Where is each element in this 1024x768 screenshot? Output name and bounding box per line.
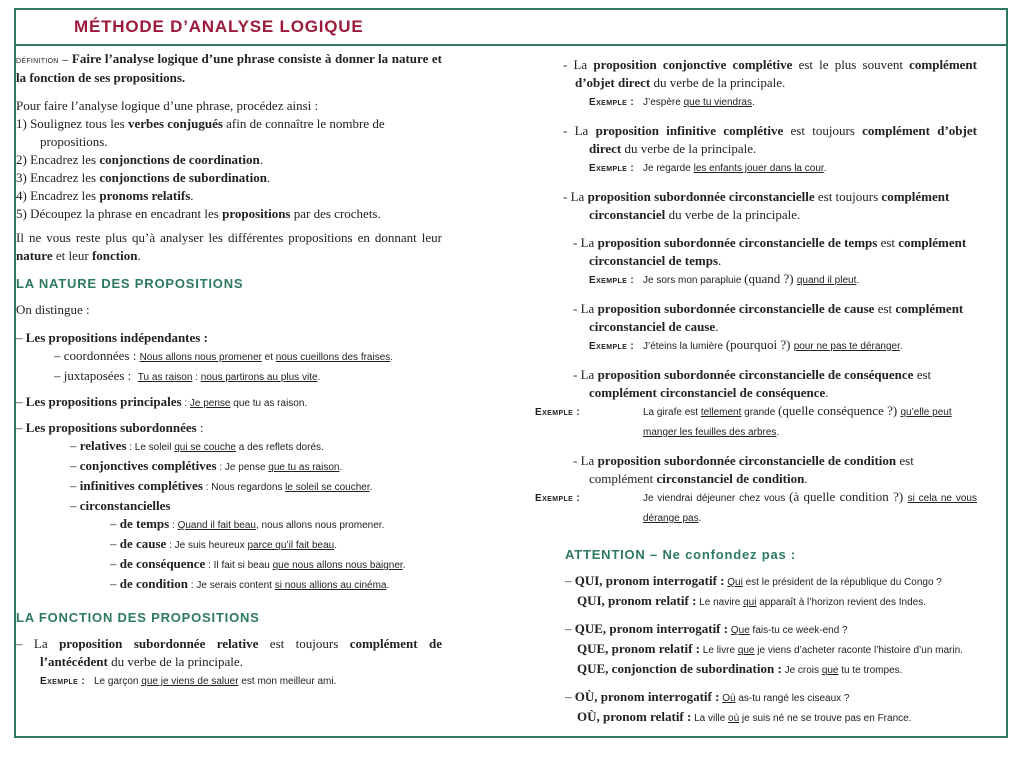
que2-c: je viens d’acheter raconte l’histoire d’un marin. [754, 645, 963, 656]
d-b1: proposition subordonnée circonstancielle de condition [597, 453, 897, 468]
circ-block: - La proposition subordonnée circonstancielle est toujours complément circonstanciel du verbe de la principale. [563, 189, 950, 222]
conj-completive-block: - La proposition conjonctive complétive est le plus souvent complément d’objet direct du verbe de la principale. [563, 57, 977, 90]
left-column [16, 50, 442, 691]
d-ex-c: . [698, 513, 702, 524]
nature-heading: LA NATURE DES PROPOSITIONS [16, 276, 244, 291]
fonction-heading: LA FONCTION DES PROPOSITIONS [16, 610, 260, 625]
b3-b2: complément circonstanciel [589, 189, 950, 222]
fr-mid: est toujours [258, 636, 350, 651]
fonction-relative: – La proposition subordonnée relative est toujours complément de l’antécédent du verbe de la principale. [16, 636, 442, 669]
d-pre: La [580, 453, 598, 468]
cause-ex-b: parce qu’il fait beau [247, 540, 335, 551]
b2-ex-c: . [823, 163, 827, 174]
b2-pre: La [574, 123, 596, 138]
que2-a: Le livre [700, 645, 738, 656]
conj-ex-b: que tu as raison [268, 462, 340, 473]
step-3-post: . [266, 170, 271, 185]
q-b2: complément circonstanciel de conséquence [589, 385, 826, 400]
step-4-pre: 4) Encadrez les [16, 188, 100, 203]
rel-label: relatives [79, 438, 127, 453]
fr-example [94, 676, 336, 687]
juxt-ex-d: . [317, 372, 321, 383]
step-4 [16, 187, 442, 205]
b1-mid: est le plus souvent [792, 57, 910, 72]
circ-temps-block: - La proposition subordonnée circonstancielle de temps est complément circonstanciel de temps. [573, 235, 967, 268]
indep-heading: – Les propositions indépendantes : [16, 330, 208, 345]
c-pre: La [580, 301, 598, 316]
cons-ex-a: : Il fait si beau [205, 560, 273, 571]
que2-u: que [737, 645, 755, 656]
c-ex-c: . [899, 341, 903, 352]
temps-line: – de temps : Quand il fait beau, nous allons nous promener. [110, 516, 385, 531]
cond-ex-a: : Je serais content [188, 580, 275, 591]
b1-example-line [563, 92, 977, 112]
ou-relatif [577, 708, 977, 728]
ou1-label: OÙ, pronom interrogatif : [574, 689, 720, 704]
exemple-label: Exemple : [589, 275, 635, 286]
juxt-ex-b: : [192, 372, 201, 383]
outro-nature: nature [16, 248, 53, 263]
cause-line: – de cause : Je suis heureux parce qu’il fait beau. [110, 536, 338, 551]
exemple-label: Exemple : [40, 676, 86, 687]
ou2-a: La ville [691, 713, 729, 724]
t-example-line [563, 270, 977, 290]
coord-ex-a: Nous allons nous promener [139, 352, 262, 363]
juxt-ex-a: Tu as raison [137, 372, 193, 383]
q-b1: proposition subordonnée circonstancielle de conséquence [597, 367, 914, 382]
step-3-pre: 3) Encadrez les [16, 170, 100, 185]
t-ex-q: (quand ?) [744, 271, 797, 286]
q-ex-b: tellement [700, 407, 742, 418]
fonction-relative-example [16, 671, 442, 691]
d-ex-b: si cela ne vous dérange pas [643, 493, 977, 524]
cons-ex-c: . [402, 560, 406, 571]
cons-label: de conséquence [119, 556, 206, 571]
qui2-c: apparaît à l’horizon revient des Indes. [756, 597, 927, 608]
exemple-label: Exemple : [535, 407, 581, 418]
rel-line: – relatives : Le soleil qui se couche a des reflets dorés. [70, 438, 324, 453]
juxt-example [138, 372, 321, 383]
cause-example [166, 540, 337, 551]
fr-b2: complément de l’antécédent [40, 636, 442, 669]
right-column [535, 56, 977, 728]
c-b2: complément circonstanciel de cause [589, 301, 964, 334]
inf-label: infinitives complétives [79, 478, 203, 493]
cause-ex-a: : Je suis heureux [166, 540, 248, 551]
conj-example [217, 462, 343, 473]
cond-example [188, 580, 389, 591]
t-ex-c: . [856, 275, 860, 286]
step-1 [16, 115, 442, 151]
b2-b2: complément d’objet direct [589, 123, 977, 156]
cond-ex-b: si nous allions au cinéma [274, 580, 387, 591]
attention-heading: ATTENTION – Ne confondez pas : [565, 547, 797, 562]
cons-ex-b: que nous allons nous baigner [272, 560, 403, 571]
t-b1: proposition subordonnée circonstancielle de temps [597, 235, 878, 250]
cond-line: – de condition : Je serais content si nous allions au cinéma. [110, 576, 390, 591]
qui1-label: QUI, pronom interrogatif : [574, 573, 725, 588]
exemple-label: Exemple : [589, 97, 635, 108]
fr-ex-b: que je viens de saluer [141, 676, 239, 687]
step-2-bold: conjonctions de coordination [99, 152, 260, 167]
outro-pre: Il ne vous reste plus qu’à analyser les différentes propositions en donnant leur [16, 230, 442, 245]
c-post: . [715, 319, 719, 334]
princ-ex-b: Je pense [189, 398, 231, 409]
outro-mid: et leur [52, 248, 92, 263]
q-pre: La [580, 367, 598, 382]
circ-label: circonstancielles [79, 498, 171, 513]
coord-line [16, 347, 442, 367]
cond-label: de condition [119, 576, 189, 591]
qui2-label: QUI, pronom relatif : [577, 593, 697, 608]
princ-example [182, 398, 308, 409]
step-4-bold: pronoms relatifs [99, 188, 191, 203]
b1-b2: complément d’objet direct [575, 57, 977, 90]
que3-label: QUE, conjonction de subordination : [577, 661, 782, 676]
b3-post: du verbe de la principale. [665, 207, 801, 222]
princ-label: Les propositions principales [25, 394, 182, 409]
circ-line: – circonstancielles [70, 498, 171, 513]
conj-ex-a: : Je pense [216, 462, 269, 473]
inf-ex-c: . [369, 482, 373, 493]
step-1-pre: 1) Soulignez tous les [16, 116, 128, 131]
inf-completive-block: - La proposition infinitive complétive est toujours complément d’objet direct du verbe de la principale. [563, 123, 977, 156]
fr-pre: La [33, 636, 60, 651]
b1-ex-b: que tu viendras [683, 97, 752, 108]
t-ex-a: Je sors mon parapluie [643, 275, 745, 286]
q-example-line [535, 402, 977, 442]
t-ex-b: quand il pleut [796, 275, 857, 286]
circ-consequence-block: - La proposition subordonnée circonstancielle de conséquence est complément circonstanciel de conséquence. [573, 367, 932, 400]
c-ex-b: pour ne pas te déranger [793, 341, 900, 352]
definition-text: Faire l’analyse logique d’une phrase consiste à donner la nature et la fonction de ses propositions. [16, 51, 442, 85]
fr-post: du verbe de la principale. [107, 654, 243, 669]
b3-mid: est toujours [814, 189, 882, 204]
c-ex-a: J’éteins la lumière [643, 341, 726, 352]
b2-mid: est toujours [783, 123, 863, 138]
t-post: . [718, 253, 722, 268]
outro-fonction: fonction [91, 248, 138, 263]
coord-ex-b: et [261, 352, 276, 363]
exemple-label: Exemple : [535, 493, 581, 504]
cause-label: de cause [119, 536, 167, 551]
juxt-line [16, 367, 442, 387]
que1-c: fais-tu ce week-end ? [749, 625, 848, 636]
que3-a: Je crois [781, 665, 822, 676]
exemple-label: Exemple : [589, 341, 635, 352]
indep-label: Les propositions indépendantes : [25, 330, 208, 345]
qui1-c: est le président de la république du Congo ? [742, 577, 942, 588]
d-post: . [804, 471, 808, 486]
ou-interrogatif: – OÙ, pronom interrogatif : Où as-tu rangé les ciseaux ? [565, 689, 850, 704]
d-ex-a: Je viendrai déjeuner chez vous [643, 493, 790, 504]
d-b2: circonstanciel de condition [656, 471, 805, 486]
inf-line: – infinitives complétives : Nous regardons le soleil se coucher. [70, 478, 373, 493]
b1-b1: proposition conjonctive complétive [593, 57, 793, 72]
definition [16, 50, 442, 87]
c-example-line [563, 336, 977, 356]
page-header [16, 10, 1006, 46]
b1-ex-a: J’espère [643, 97, 684, 108]
princ-ex-a: : [181, 398, 190, 409]
c-b1: proposition subordonnée circonstancielle de cause [597, 301, 875, 316]
qui1-u: Qui [727, 577, 743, 588]
step-5-post: par des crochets. [290, 206, 381, 221]
subord-colon: : [196, 420, 204, 435]
temps-ex-a: : [169, 520, 178, 531]
step-1-post: afin de connaître le nombre de propositions. [40, 116, 385, 149]
distingue: On distingue : [16, 302, 90, 317]
fr-b1: proposition subordonnée relative [59, 636, 259, 651]
intro: Pour faire l’analyse logique d’une phrase, procédez ainsi : [16, 98, 319, 113]
cause-ex-c: . [334, 540, 338, 551]
d-example-line [535, 488, 977, 528]
b2-ex-b: les enfants jouer dans la cour [693, 163, 824, 174]
temps-label: de temps [119, 516, 170, 531]
t-pre: La [580, 235, 598, 250]
fr-ex-a: Le garçon [94, 676, 142, 687]
b2-example-line [563, 158, 977, 178]
fr-ex-c: est mon meilleur ami. [238, 676, 337, 687]
exemple-label: Exemple : [589, 163, 635, 174]
outro [16, 229, 442, 265]
b2-ex-a: Je regarde [643, 163, 694, 174]
b1-example [643, 97, 755, 108]
princ-line: – Les propositions principales : Je pense que tu as raison. [16, 394, 308, 409]
ou1-c: as-tu rangé les ciseaux ? [735, 693, 850, 704]
rel-example [126, 442, 323, 453]
b3-pre: La [570, 189, 588, 204]
rel-ex-b: qui se couche [174, 442, 236, 453]
q-ex-c: grande [741, 407, 779, 418]
temps-ex-b: Quand il fait beau [177, 520, 256, 531]
subord-heading: – Les propositions subordonnées : [16, 420, 204, 435]
que-relatif [577, 640, 977, 660]
b1-pre: La [573, 57, 594, 72]
b3-b1: proposition subordonnée circonstancielle [587, 189, 815, 204]
subord-label: Les propositions subordonnées [25, 420, 197, 435]
step-5-bold: propositions [222, 206, 291, 221]
cond-ex-c: . [386, 580, 390, 591]
conj-line: – conjonctives complétives : Je pense que tu as raison. [70, 458, 343, 473]
step-5-pre: 5) Découpez la phrase en encadrant les [16, 206, 223, 221]
outro-post: . [137, 248, 141, 263]
b2-post: du verbe de la principale. [621, 141, 757, 156]
coord-ex-c: nous cueillons des fraises [275, 352, 391, 363]
inf-example [203, 482, 373, 493]
step-2-post: . [259, 152, 263, 167]
temps-example [169, 520, 384, 531]
ou2-label: OÙ, pronom relatif : [577, 709, 692, 724]
rel-ex-c: a des reflets dorés. [235, 442, 324, 453]
b2-example [643, 163, 826, 174]
conj-ex-c: . [339, 462, 343, 473]
cons-line: – de conséquence : Il fait si beau que nous allons nous baigner. [110, 556, 406, 571]
que3-c: tu te trompes. [838, 665, 903, 676]
conj-label: conjonctives complétives [79, 458, 217, 473]
q-ex-e: . [776, 427, 780, 438]
qui-interrogatif: – QUI, pronom interrogatif : Qui est le président de la république du Congo ? [565, 573, 942, 588]
circ-condition-block: - La proposition subordonnée circonstancielle de condition est complément circonstanciel de condition. [573, 453, 914, 486]
definition-label: définition – [16, 54, 69, 66]
step-1-bold: verbes conjugués [127, 116, 223, 131]
que-interrogatif: – QUE, pronom interrogatif : Que fais-tu ce week-end ? [565, 621, 848, 636]
que3-u: que [821, 665, 839, 676]
page-title: MÉTHODE D’ANALYSE LOGIQUE [74, 17, 364, 36]
que1-u: Que [730, 625, 750, 636]
b2-b1: proposition infinitive complétive [595, 123, 784, 138]
juxt-label: – juxtaposées : [54, 368, 132, 383]
q-ex-d: qu’elle peut manger les feuilles des arbres [643, 407, 952, 438]
coord-label: – coordonnées : [54, 348, 137, 363]
t-b2: complément circonstanciel de temps [589, 235, 967, 268]
q-post: . [825, 385, 829, 400]
b1-post: du verbe de la principale. [650, 75, 786, 90]
b1-ex-c: . [751, 97, 755, 108]
cons-example [205, 560, 405, 571]
q-ex-a: La girafe est [643, 407, 701, 418]
q-mid: est [913, 367, 932, 382]
d-mid: est complément [589, 453, 914, 486]
circ-cause-block: - La proposition subordonnée circonstancielle de cause est complément circonstanciel de cause. [573, 301, 964, 334]
step-4-post: . [190, 188, 194, 203]
q-ex-q: (quelle conséquence ?) [778, 403, 901, 418]
ou1-u: Où [722, 693, 736, 704]
c-mid: est [874, 301, 896, 316]
step-3 [16, 169, 442, 187]
step-3-bold: conjonctions de subordination [99, 170, 267, 185]
qui2-a: Le navire [696, 597, 744, 608]
que2-label: QUE, pronom relatif : [577, 641, 701, 656]
temps-ex-c: , nous allons nous promener. [255, 520, 385, 531]
ou2-c: je suis né ne se trouve pas en France. [739, 713, 912, 724]
step-5 [16, 205, 442, 223]
qui-relatif [577, 592, 977, 612]
inf-ex-b: le soleil se coucher [285, 482, 370, 493]
que1-label: QUE, pronom interrogatif : [574, 621, 729, 636]
t-mid: est [877, 235, 899, 250]
rel-ex-a: : Le soleil [126, 442, 175, 453]
d-ex-q: (à quelle condition ?) [789, 489, 908, 504]
inf-ex-a: : Nous regardons [202, 482, 286, 493]
step-2-pre: 2) Encadrez les [16, 152, 100, 167]
qui2-u: qui [743, 597, 757, 608]
juxt-ex-c: nous partirons au plus vite [200, 372, 318, 383]
coord-example [140, 352, 394, 363]
princ-ex-c: que tu as raison. [230, 398, 308, 409]
c-ex-q: (pourquoi ?) [725, 337, 794, 352]
que-conjonction [577, 660, 977, 680]
ou2-u: où [728, 713, 740, 724]
coord-ex-d: . [390, 352, 394, 363]
step-2 [16, 151, 442, 169]
